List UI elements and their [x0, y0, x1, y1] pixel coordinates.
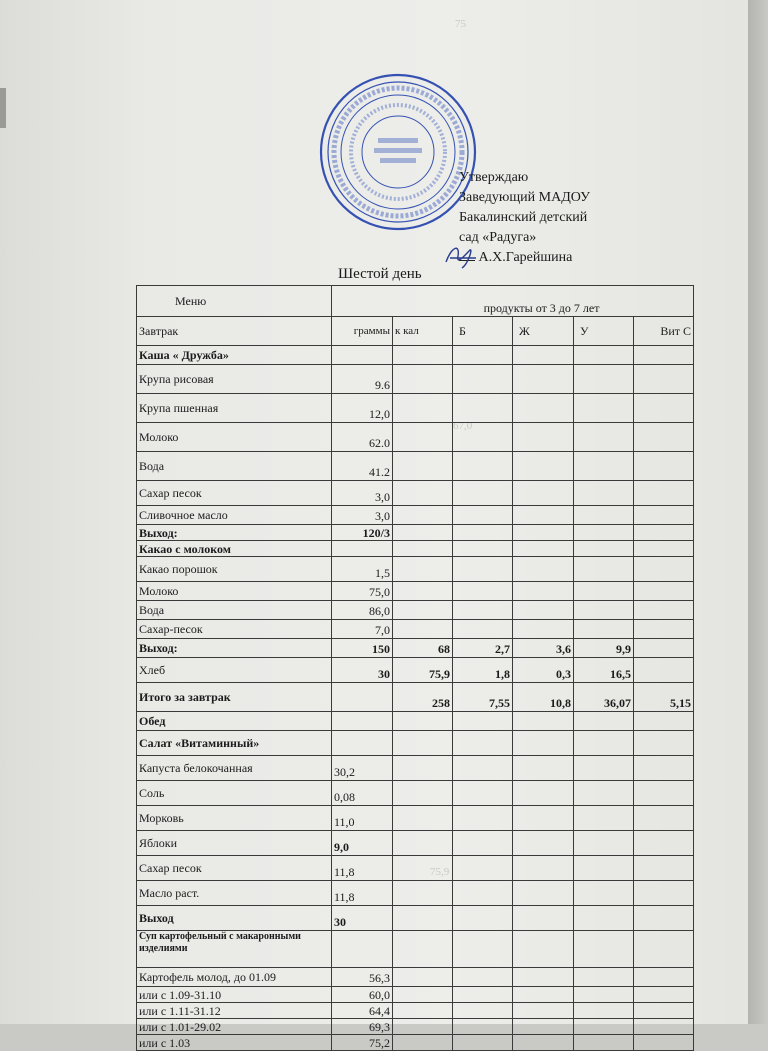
column-header: Вит С	[634, 317, 694, 346]
value-cell	[513, 1035, 574, 1051]
value-cell	[574, 557, 634, 582]
value-cell	[634, 394, 694, 423]
value-cell	[634, 731, 694, 756]
value-cell	[393, 881, 453, 906]
row-label-cell: Выход:	[137, 525, 332, 541]
value-cell	[634, 856, 694, 881]
value-cell	[634, 541, 694, 557]
row-label-cell: Крупа пшенная	[137, 394, 332, 423]
value-cell	[393, 731, 453, 756]
value-cell	[453, 806, 513, 831]
value-cell: 10,8	[513, 683, 574, 712]
table-row	[137, 346, 694, 365]
value-cell	[453, 856, 513, 881]
table-row	[137, 557, 694, 582]
value-cell	[453, 756, 513, 781]
value-cell	[513, 731, 574, 756]
value-cell	[393, 806, 453, 831]
table-row	[137, 987, 694, 1003]
value-cell	[393, 365, 453, 394]
value-cell	[513, 756, 574, 781]
table-row	[137, 1035, 694, 1051]
value-cell	[513, 452, 574, 481]
value-cell	[634, 481, 694, 506]
value-cell	[453, 1019, 513, 1035]
value-cell	[634, 712, 694, 731]
row-label-cell: Крупа рисовая	[137, 365, 332, 394]
approval-block	[459, 168, 659, 268]
value-cell	[513, 557, 574, 582]
value-cell	[513, 365, 574, 394]
value-cell	[453, 557, 513, 582]
value-cell: 9.6	[332, 365, 393, 394]
approval-line-2: Заведующий МАДОУ	[459, 190, 590, 205]
table-row	[137, 365, 694, 394]
value-cell	[393, 856, 453, 881]
table-row	[137, 620, 694, 639]
row-label-cell: Обед	[137, 712, 332, 731]
row-label-cell: Картофель молод, до 01.09	[137, 968, 332, 987]
value-cell	[453, 781, 513, 806]
row-label-cell: Вода	[137, 452, 332, 481]
value-cell	[332, 541, 393, 557]
value-cell	[574, 731, 634, 756]
value-cell	[513, 601, 574, 620]
value-cell	[574, 881, 634, 906]
table-row	[137, 1003, 694, 1019]
value-cell	[453, 481, 513, 506]
value-cell	[574, 756, 634, 781]
value-cell	[393, 931, 453, 968]
value-cell: 11,8	[332, 881, 393, 906]
row-label-cell: Салат «Витаминный»	[137, 731, 332, 756]
approval-signature-line	[459, 248, 659, 268]
value-cell	[574, 931, 634, 968]
show-through-mark: 75,9	[430, 866, 450, 878]
table-row	[137, 525, 694, 541]
value-cell	[453, 423, 513, 452]
value-cell: 0,3	[513, 658, 574, 683]
value-cell	[393, 968, 453, 987]
value-cell	[574, 506, 634, 525]
column-header: У	[574, 317, 634, 346]
value-cell	[513, 541, 574, 557]
table-row	[137, 601, 694, 620]
value-cell: 69,3	[332, 1019, 393, 1035]
value-cell: 86,0	[332, 601, 393, 620]
value-cell	[574, 346, 634, 365]
value-cell: 30	[332, 658, 393, 683]
value-cell	[634, 658, 694, 683]
value-cell	[393, 1019, 453, 1035]
value-cell	[634, 346, 694, 365]
value-cell	[574, 394, 634, 423]
show-through-mark: 67,0	[453, 420, 473, 432]
table-row	[137, 506, 694, 525]
value-cell: 75,2	[332, 1035, 393, 1051]
value-cell	[393, 346, 453, 365]
value-cell	[513, 881, 574, 906]
table-columns-row	[137, 317, 694, 346]
value-cell: 9,0	[332, 831, 393, 856]
value-cell: 3,0	[332, 481, 393, 506]
products-header-cell: продукты от 3 до 7 лет	[332, 286, 694, 317]
value-cell	[574, 365, 634, 394]
value-cell	[393, 557, 453, 582]
value-cell	[574, 1035, 634, 1051]
value-cell	[634, 831, 694, 856]
value-cell	[453, 601, 513, 620]
row-label-cell: Соль	[137, 781, 332, 806]
table-row	[137, 1019, 694, 1035]
value-cell: 16,5	[574, 658, 634, 683]
show-through-mark: 75	[455, 18, 466, 30]
value-cell	[453, 968, 513, 987]
approval-line-4: сад «Радуга»	[459, 230, 537, 245]
value-cell: 120/3	[332, 525, 393, 541]
value-cell	[453, 582, 513, 601]
value-cell	[393, 481, 453, 506]
value-cell: 2,7	[453, 639, 513, 658]
value-cell: 3,0	[332, 506, 393, 525]
value-cell	[574, 423, 634, 452]
value-cell	[634, 881, 694, 906]
value-cell	[634, 582, 694, 601]
value-cell	[574, 781, 634, 806]
value-cell	[513, 856, 574, 881]
approval-signatory: А.Х.Гарейшина	[478, 250, 573, 265]
row-label-cell: Капуста белокочанная	[137, 756, 332, 781]
menu-table	[136, 285, 694, 1051]
value-cell	[574, 856, 634, 881]
row-label-cell: Молоко	[137, 582, 332, 601]
value-cell	[574, 582, 634, 601]
column-header: Б	[453, 317, 513, 346]
value-cell: 68	[393, 639, 453, 658]
value-cell	[634, 781, 694, 806]
value-cell	[513, 931, 574, 968]
value-cell	[513, 582, 574, 601]
value-cell	[634, 931, 694, 968]
value-cell: 75,0	[332, 582, 393, 601]
value-cell	[634, 365, 694, 394]
value-cell	[332, 346, 393, 365]
value-cell	[634, 806, 694, 831]
value-cell	[453, 541, 513, 557]
value-cell	[513, 987, 574, 1003]
round-seal-stamp	[318, 72, 478, 232]
value-cell	[453, 906, 513, 931]
value-cell	[453, 620, 513, 639]
row-label-cell: Какао порошок	[137, 557, 332, 582]
value-cell	[513, 831, 574, 856]
value-cell: 150	[332, 639, 393, 658]
value-cell	[453, 831, 513, 856]
table-row	[137, 731, 694, 756]
value-cell	[332, 683, 393, 712]
value-cell	[513, 481, 574, 506]
value-cell: 64,4	[332, 1003, 393, 1019]
value-cell	[393, 452, 453, 481]
value-cell: 60,0	[332, 987, 393, 1003]
value-cell: 258	[393, 683, 453, 712]
menu-header-cell: Меню	[137, 286, 332, 317]
column-header: Ж	[513, 317, 574, 346]
value-cell: 12,0	[332, 394, 393, 423]
table-header-row	[137, 286, 694, 317]
value-cell: 30,2	[332, 756, 393, 781]
value-cell	[634, 906, 694, 931]
row-label-cell: Выход	[137, 906, 332, 931]
value-cell	[513, 781, 574, 806]
value-cell	[634, 639, 694, 658]
row-label-cell: или с 1.03	[137, 1035, 332, 1051]
value-cell: 41.2	[332, 452, 393, 481]
row-label-cell: Яблоки	[137, 831, 332, 856]
value-cell	[513, 346, 574, 365]
table-row	[137, 452, 694, 481]
table-row	[137, 639, 694, 658]
table-row	[137, 968, 694, 987]
value-cell	[453, 452, 513, 481]
row-label-cell: Морковь	[137, 806, 332, 831]
row-label-cell: Каша « Дружба»	[137, 346, 332, 365]
value-cell	[513, 1003, 574, 1019]
row-label-cell: Масло раст.	[137, 881, 332, 906]
value-cell	[574, 1019, 634, 1035]
row-label-cell: Сливочное масло	[137, 506, 332, 525]
value-cell	[393, 906, 453, 931]
handwritten-signature	[442, 240, 482, 272]
value-cell	[634, 756, 694, 781]
column-header: к кал	[393, 317, 453, 346]
value-cell: 9,9	[574, 639, 634, 658]
value-cell	[634, 968, 694, 987]
value-cell	[634, 525, 694, 541]
value-cell	[332, 931, 393, 968]
table-row	[137, 658, 694, 683]
value-cell	[332, 731, 393, 756]
value-cell	[574, 987, 634, 1003]
value-cell: 3,6	[513, 639, 574, 658]
row-label-cell: или с 1.01-29.02	[137, 1019, 332, 1035]
value-cell	[453, 394, 513, 423]
value-cell	[453, 1035, 513, 1051]
value-cell: 30	[332, 906, 393, 931]
value-cell	[513, 423, 574, 452]
value-cell	[332, 712, 393, 731]
value-cell	[513, 1019, 574, 1035]
value-cell	[574, 541, 634, 557]
value-cell	[453, 365, 513, 394]
row-label-cell: Какао с молоком	[137, 541, 332, 557]
value-cell: 5,15	[634, 683, 694, 712]
row-label-cell: Вода	[137, 601, 332, 620]
value-cell	[634, 506, 694, 525]
table-row	[137, 712, 694, 731]
value-cell	[513, 968, 574, 987]
value-cell	[393, 601, 453, 620]
column-header: граммы	[332, 317, 393, 346]
value-cell: 11,8	[332, 856, 393, 881]
value-cell	[634, 987, 694, 1003]
approval-line-1: Утверждаю	[459, 170, 529, 185]
value-cell: 1,8	[453, 658, 513, 683]
value-cell	[453, 931, 513, 968]
value-cell	[393, 506, 453, 525]
value-cell	[393, 756, 453, 781]
value-cell: 7,55	[453, 683, 513, 712]
value-cell	[634, 557, 694, 582]
value-cell	[574, 831, 634, 856]
value-cell	[574, 906, 634, 931]
value-cell	[393, 712, 453, 731]
row-label-cell: Выход:	[137, 639, 332, 658]
value-cell	[574, 620, 634, 639]
value-cell	[574, 968, 634, 987]
value-cell	[393, 620, 453, 639]
page-title: Шестой день	[338, 266, 422, 282]
value-cell	[634, 1035, 694, 1051]
table-row	[137, 756, 694, 781]
value-cell	[513, 506, 574, 525]
value-cell: 1,5	[332, 557, 393, 582]
column-header: Завтрак	[137, 317, 332, 346]
value-cell	[393, 831, 453, 856]
table-row	[137, 856, 694, 881]
value-cell	[634, 620, 694, 639]
value-cell	[634, 452, 694, 481]
value-cell: 7,0	[332, 620, 393, 639]
value-cell	[453, 987, 513, 1003]
row-label-cell: или с 1.09-31.10	[137, 987, 332, 1003]
row-label-cell: Сахар песок	[137, 481, 332, 506]
value-cell	[574, 601, 634, 620]
value-cell	[393, 987, 453, 1003]
value-cell	[393, 582, 453, 601]
value-cell	[513, 806, 574, 831]
value-cell	[393, 1035, 453, 1051]
value-cell	[453, 506, 513, 525]
value-cell	[634, 1019, 694, 1035]
value-cell	[513, 906, 574, 931]
value-cell	[393, 423, 453, 452]
value-cell	[393, 525, 453, 541]
table-row	[137, 881, 694, 906]
row-label-cell: или с 1.11-31.12	[137, 1003, 332, 1019]
value-cell	[513, 712, 574, 731]
scanner-edge	[748, 0, 768, 1024]
value-cell	[453, 525, 513, 541]
value-cell	[574, 712, 634, 731]
row-label-cell: Молоко	[137, 423, 332, 452]
value-cell	[453, 881, 513, 906]
row-label-cell: Хлеб	[137, 658, 332, 683]
value-cell	[393, 1003, 453, 1019]
page-fold-shadow	[0, 88, 6, 128]
value-cell	[574, 806, 634, 831]
value-cell	[453, 712, 513, 731]
table-row	[137, 423, 694, 452]
value-cell	[513, 525, 574, 541]
table-row	[137, 806, 694, 831]
value-cell: 56,3	[332, 968, 393, 987]
value-cell	[574, 481, 634, 506]
approval-line-3: Бакалинский детский	[459, 210, 588, 225]
row-label-cell: Сахар песок	[137, 856, 332, 881]
value-cell	[393, 541, 453, 557]
row-label-cell: Итого за завтрак	[137, 683, 332, 712]
value-cell: 75,9	[393, 658, 453, 683]
value-cell: 11,0	[332, 806, 393, 831]
value-cell	[513, 620, 574, 639]
value-cell	[634, 601, 694, 620]
table-row	[137, 394, 694, 423]
value-cell	[513, 394, 574, 423]
value-cell	[453, 1003, 513, 1019]
row-label-cell: Суп картофельный с макаронными изделиями	[137, 931, 332, 968]
table-row	[137, 931, 694, 968]
table-row	[137, 683, 694, 712]
table-row	[137, 906, 694, 931]
table-row	[137, 831, 694, 856]
value-cell: 0,08	[332, 781, 393, 806]
table-row	[137, 781, 694, 806]
value-cell	[453, 731, 513, 756]
value-cell: 62.0	[332, 423, 393, 452]
table-row	[137, 541, 694, 557]
value-cell	[574, 1003, 634, 1019]
value-cell: 36,07	[574, 683, 634, 712]
value-cell	[393, 781, 453, 806]
value-cell	[634, 423, 694, 452]
row-label-cell: Сахар-песок	[137, 620, 332, 639]
value-cell	[574, 525, 634, 541]
table-row	[137, 481, 694, 506]
value-cell	[574, 452, 634, 481]
value-cell	[453, 346, 513, 365]
value-cell	[393, 394, 453, 423]
menu-table-body	[137, 286, 694, 1051]
table-row	[137, 582, 694, 601]
value-cell	[634, 1003, 694, 1019]
